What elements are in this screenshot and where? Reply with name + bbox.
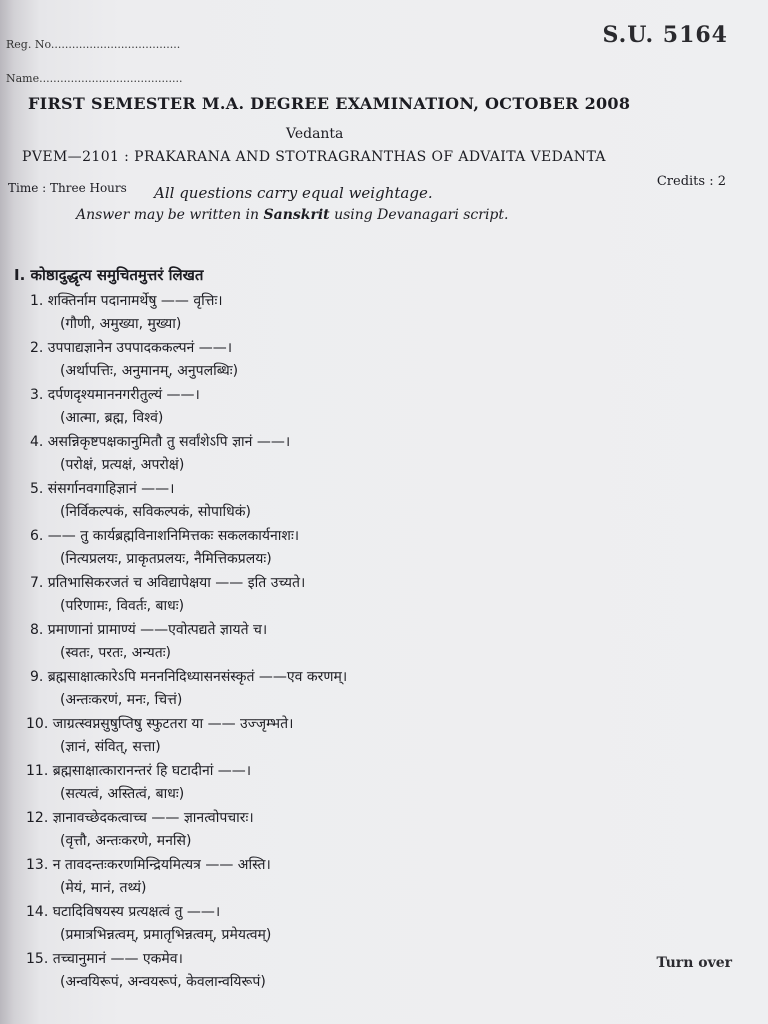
- instruction-language-bold: Sanskrit: [263, 207, 330, 223]
- subject-label: Vedanta: [286, 126, 344, 142]
- question-6: 6. —— तु कार्यब्रह्मविनाशनिमित्तकः सकलकार्यनाशः।: [30, 528, 300, 544]
- question-10-options: (ज्ञानं, संवित्, सत्ता): [60, 739, 161, 755]
- question-3: 3. दर्पणदृश्यमाननगरीतुल्यं ——।: [30, 387, 200, 403]
- question-11: 11. ब्रह्मसाक्षात्कारानन्तरं हि घटादीनां ——।: [26, 763, 252, 779]
- question-8-options: (स्वतः, परतः, अन्यतः): [60, 645, 172, 661]
- question-4: 4. असन्निकृष्टपक्षकानुमितौ तु सर्वांशेऽपि ज्ञानं ——।: [30, 434, 291, 450]
- time-label: Time : Three Hours: [8, 181, 127, 195]
- reg-no-field: Reg. No.....................................: [6, 38, 181, 51]
- question-9: 9. ब्रह्मसाक्षात्कारेऽपि मनननिदिध्यासनसंस्कृतं ——एव करणम्।: [30, 669, 348, 685]
- question-5-options: (निर्विकल्पकं, सविकल्पकं, सोपाधिकं): [60, 504, 251, 520]
- question-3-options: (आत्मा, ब्रह्म, विश्वं): [60, 410, 164, 426]
- name-field: Name.........................................: [6, 72, 183, 85]
- question-7: 7. प्रतिभासिकरजतं च अविद्यापेक्षया —— इति उच्यते।: [30, 575, 306, 591]
- question-10: 10. जाग्रत्स्वप्नसुषुप्तिषु स्फुटतरा या —— उज्जृम्भते।: [26, 716, 294, 732]
- question-1: 1. शक्तिर्नाम पदानामर्थेषु —— वृत्तिः।: [30, 293, 223, 309]
- paper-code: S.U. 5164: [602, 22, 728, 48]
- question-8: 8. प्रमाणानां प्रामाण्यं ——एवोत्पद्यते ज्ञायते च।: [30, 622, 268, 638]
- question-13-options: (मेयं, मानं, तथ्यं): [60, 880, 147, 896]
- question-7-options: (परिणामः, विवर्तः, बाधः): [60, 598, 185, 614]
- credits-label: Credits : 2: [656, 174, 726, 189]
- paper-title: PVEM—2101 : PRAKARANA AND STOTRAGRANTHAS OF ADVAITA VEDANTA: [22, 149, 606, 165]
- question-14: 14. घटादिविषयस्य प्रत्यक्षत्वं तु ——।: [26, 904, 221, 920]
- question-14-options: (प्रमात्रभिन्नत्वम्, प्रमातृभिन्नत्वम्, प्रमेयत्वम्): [60, 927, 272, 943]
- question-4-options: (परोक्षं, प्रत्यक्षं, अपरोक्षं): [60, 457, 185, 473]
- exam-title: FIRST SEMESTER M.A. DEGREE EXAMINATION, OCTOBER 2008: [28, 94, 631, 113]
- instruction-language-post: using Devanagari script.: [329, 207, 509, 223]
- instruction-language-pre: Answer may be written in: [76, 207, 264, 223]
- question-15-options: (अन्वयिरूपं, अन्वयरूपं, केवलान्वयिरूपं): [60, 974, 266, 990]
- question-2-options: (अर्थापत्तिः, अनुमानम्, अनुपलब्धिः): [60, 363, 239, 379]
- question-13: 13. न तावदन्तःकरणमिन्द्रियमित्यत्र —— अस्ति।: [26, 857, 271, 873]
- instruction-weightage: All questions carry equal weightage.: [154, 184, 433, 202]
- question-12: 12. ज्ञानावच्छेदकत्वाच्च —— ज्ञानत्वोपचारः।: [26, 810, 254, 826]
- section-heading: I. कोष्ठादुद्धृत्य समुचितमुत्तरं लिखत: [14, 266, 204, 284]
- question-6-options: (नित्यप्रलयः, प्राकृतप्रलयः, नैमित्तिकप्रलयः): [60, 551, 272, 567]
- question-11-options: (सत्यत्वं, अस्तित्वं, बाधः): [60, 786, 185, 802]
- turn-over-note: Turn over: [656, 955, 732, 971]
- question-2: 2. उपपाद्यज्ञानेन उपपादककल्पनं ——।: [30, 340, 233, 356]
- question-15: 15. तच्चानुमानं —— एकमेव।: [26, 951, 183, 967]
- question-1-options: (गौणी, अमुख्या, मुख्या): [60, 316, 182, 332]
- question-9-options: (अन्तःकरणं, मनः, चित्तं): [60, 692, 183, 708]
- question-5: 5. संसर्गानवगाहिज्ञानं ——।: [30, 481, 175, 497]
- question-12-options: (वृत्तौ, अन्तःकरणे, मनसि): [60, 833, 192, 849]
- instruction-language: [76, 207, 508, 223]
